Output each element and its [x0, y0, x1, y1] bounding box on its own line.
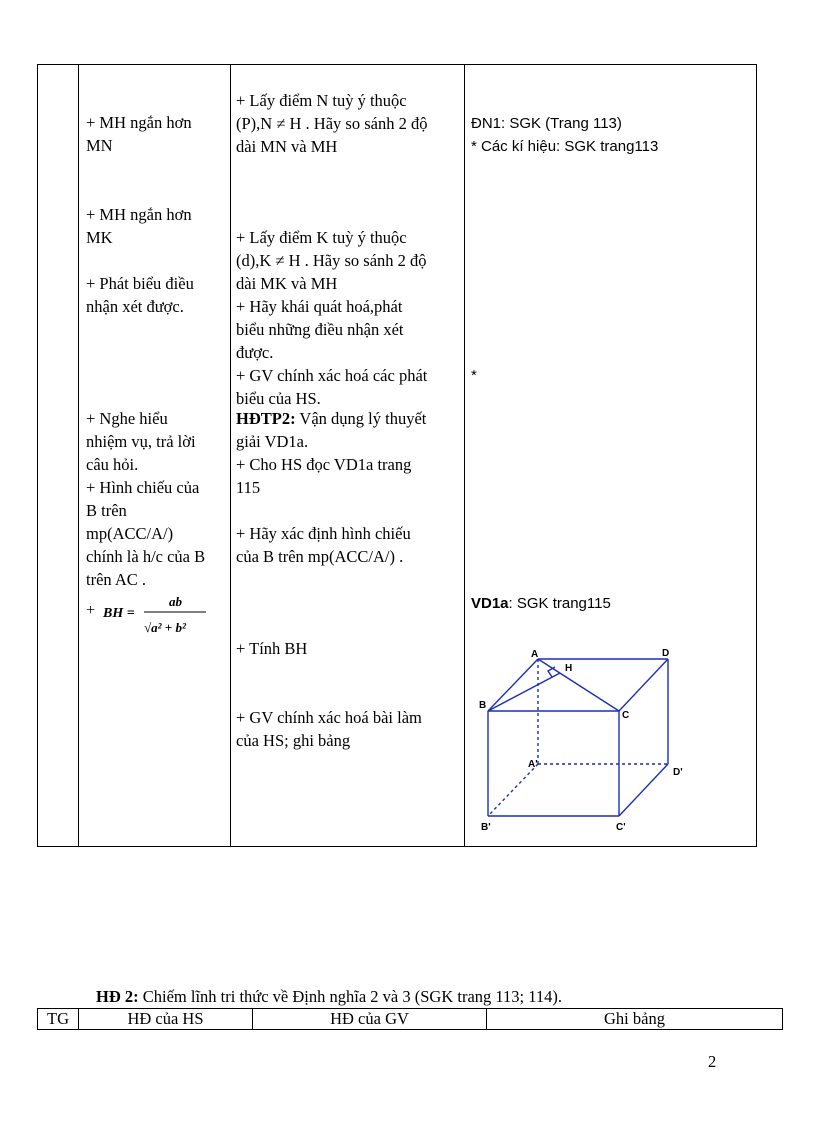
bh-formula: [86, 594, 226, 640]
text-line: + Cho HS đọc VD1a trang: [236, 455, 412, 474]
text-line: giải VD1a.: [236, 432, 309, 451]
seg-bh: [488, 673, 560, 711]
text-line: của B trên mp(ACC/A/) .: [236, 547, 404, 566]
label-c1: C': [616, 822, 626, 833]
column-divider-gv: [464, 64, 465, 847]
text-line: + Nghe hiểu: [86, 409, 168, 428]
hdtp2-text: Vận dụng lý thuyết: [295, 409, 427, 428]
table-top-border: [37, 64, 756, 65]
text-line: nhận xét được.: [86, 297, 184, 316]
formula-lhs: BH =: [103, 606, 135, 621]
edge-a1b1-hidden: [488, 764, 538, 816]
text-line: + MH ngắn hơn: [86, 205, 192, 224]
text-line: biểu của HS.: [236, 389, 321, 408]
hd2-text: Chiếm lĩnh tri thức về Định nghĩa 2 và 3 (SGK trang 113; 114).: [138, 987, 562, 1006]
text-line: + Phát biểu điều: [86, 274, 194, 293]
table2-header-tg: TG: [37, 1008, 79, 1030]
page-number: 2: [708, 1052, 717, 1071]
cube-figure: [478, 644, 688, 834]
label-c: C: [622, 710, 630, 721]
table-right-border: [756, 64, 757, 847]
text-line: biểu những điều nhận xét: [236, 320, 404, 339]
text-line: câu hỏi.: [86, 455, 139, 474]
gv-block-1: [236, 89, 427, 158]
gv-block-2: [236, 226, 427, 410]
text-line: (d),K ≠ H . Hãy so sánh 2 độ: [236, 251, 427, 270]
hs-block-4: [86, 407, 205, 591]
text-line: mp(ACC/A/): [86, 524, 174, 543]
gb-block-1: [471, 112, 658, 158]
text-line: + Lấy điểm N tuỳ ý thuộc: [236, 91, 407, 110]
text-line: nhiệm vụ, trả lời: [86, 432, 196, 451]
table-left-border: [37, 64, 38, 847]
edge-ab: [488, 659, 538, 711]
vd1a-label: VD1a: [471, 595, 509, 612]
column-divider-tg: [78, 64, 79, 847]
vd1a-text: : SGK trang115: [508, 595, 611, 612]
gv-block-4: [236, 522, 411, 568]
text-line: MK: [86, 228, 113, 247]
text-line: được.: [236, 343, 274, 362]
hd2-label: HĐ 2:: [96, 987, 139, 1006]
table2-header-gb: Ghi bảng: [486, 1008, 783, 1030]
hd2-heading: [96, 985, 562, 1008]
text-line: của HS; ghi bảng: [236, 731, 351, 750]
formula-denominator: √a² + b²: [144, 620, 186, 635]
formula-plus: +: [86, 602, 96, 619]
label-b1: B': [481, 822, 491, 833]
text-line: dài MK và MH: [236, 274, 338, 293]
gv-block-6: [236, 706, 422, 752]
text-line: B trên: [86, 501, 127, 520]
label-d1: D': [673, 767, 683, 778]
table-bottom-border: [37, 846, 756, 847]
label-h: H: [565, 663, 573, 674]
hs-block-2: [86, 203, 192, 249]
text-line: + Hình chiếu của: [86, 478, 200, 497]
text-line: dài MN và MH: [236, 137, 338, 156]
text-line: + Tính BH: [236, 639, 308, 658]
label-a: A: [531, 649, 539, 660]
hs-block-3: [86, 272, 194, 318]
edge-c1d1: [619, 764, 668, 816]
text-line: + MH ngắn hơn: [86, 113, 192, 132]
gb-star: *: [471, 367, 477, 384]
table2-header-gv: HĐ của GV: [252, 1008, 487, 1030]
column-divider-hs: [230, 64, 231, 847]
hdtp2-heading: [236, 407, 426, 430]
text-line: chính là h/c của B: [86, 547, 206, 566]
hdtp2-label: HĐTP2:: [236, 409, 296, 428]
text-line: MN: [86, 136, 113, 155]
hs-block-1: [86, 111, 192, 157]
dn1-line: ĐN1: SGK (Trang 113): [471, 115, 622, 132]
diag-ac: [538, 659, 619, 711]
table2-header-hs: HĐ của HS: [78, 1008, 253, 1030]
text-line: (P),N ≠ H . Hãy so sánh 2 độ: [236, 114, 428, 133]
text-line: + Hãy xác định hình chiếu: [236, 524, 411, 543]
label-a1: A': [528, 759, 538, 770]
formula-numerator: ab: [169, 594, 182, 609]
text-line: trên AC .: [86, 570, 147, 589]
vd1a-line: [471, 592, 611, 615]
edge-dc: [619, 659, 668, 711]
text-line: + Lấy điểm K tuỳ ý thuộc: [236, 228, 407, 247]
text-line: + Hãy khái quát hoá,phát: [236, 297, 403, 316]
gv-block-5: [236, 637, 307, 660]
text-line: + GV chính xác hoá bài làm: [236, 708, 422, 727]
text-line: 115: [236, 478, 261, 497]
symbols-line: * Các kí hiệu: SGK trang113: [471, 138, 659, 155]
label-b: B: [479, 700, 487, 711]
text-line: + GV chính xác hoá các phát: [236, 366, 428, 385]
gv-block-hdtp2: [236, 407, 426, 499]
label-d: D: [662, 648, 670, 659]
